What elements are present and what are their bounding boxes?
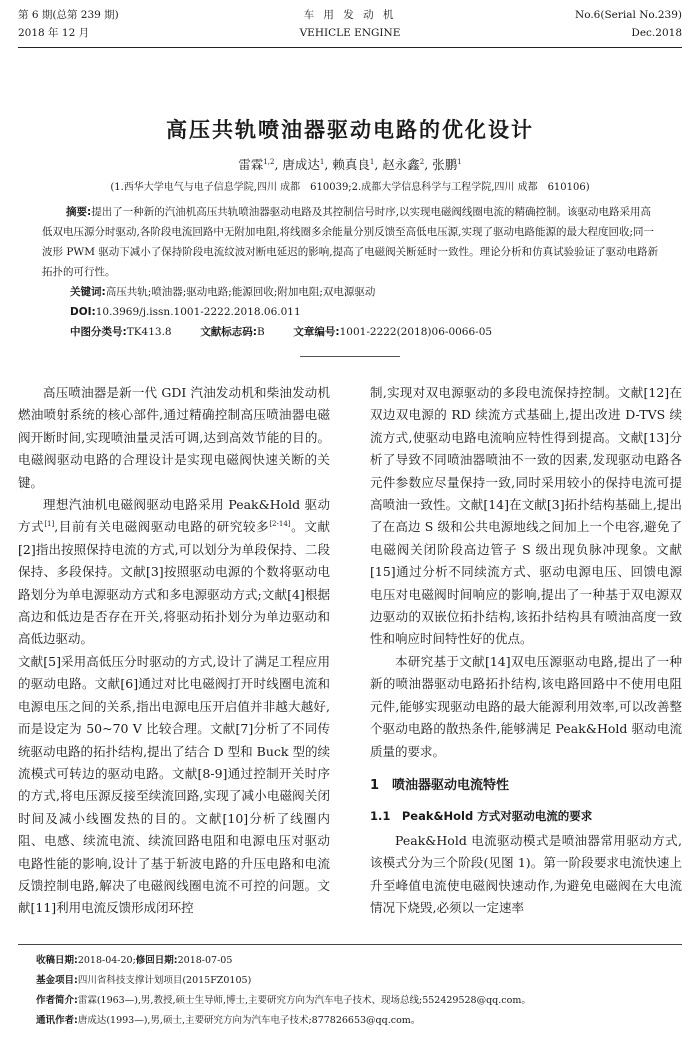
subsection-heading: 1.1 Peak&Hold 方式对驱动电流的要求 [370,809,593,824]
affiliation-mark: 1 [369,157,375,166]
author-bio-text: 雷霖(1963—),男,教授,硕士生导师,博士,主要研究方向为汽车电子技术、现场总线;552429528@qq.com。 [77,995,531,1006]
abstract-text: 提出了一种新的汽油机高压共轨喷油器驱动电路及其控制信号时序,以实现电磁阀线圈电流的精确控制。该驱动电路采用高低双电压源分时驱动,各阶段电流回路中无附加电阻,将线圈多余能量分别反馈至高低电压源,实现了驱动电路能源的最大程度回收;同一波形 PWM 驱动下减小了保持阶段电流纹波对断电延迟的影响,提高了电磁阀关断延时一致性。理论分析和仿真试验验证了驱动电路新拓扑的可行性。 [42,206,659,278]
author: 赖真良 [332,157,370,172]
author: 张鹏 [432,157,458,172]
citation: [2-14] [269,520,291,529]
issue-date-en: Dec.2018 [631,27,682,39]
funding-label: 基金项目: [36,975,78,986]
corresponding-author [36,1014,420,1028]
author: 雷霖 [238,157,264,172]
header-rule [18,47,682,48]
journal-name-en: VEHICLE ENGINE [299,27,401,39]
paragraph: 文献[5]采用高低压分时驱动的方式,设计了满足工程应用的驱动电路。文献[6]通过对比电磁阀打开时线圈电流和电源电压之间的关系,指出电源电压开启值并非越大越好,而是设定为 50~70 V 比较合理。文献[7]分析了不同传统驱动电路的拓扑结构,提出了结合 D 型和 Buck 型的续流模式可转边的驱动电路。文献[8-9]通过控制开关时序的方式,将电压源反接至续流回路,实现了减小电磁阀关闭时间及减小线圈发热的目的。文献[10]分析了线圈内阻、电感、续流电流、续流回路电阻和电源电压对驱动电路性能的影响,设计了基于斩波电路的升压电路和电流反馈控制电路,解决了电磁阀线圈电流不可控的问题。文献[11]利用电流反馈形成闭环控 [18,653,330,916]
affiliations: (1.西华大学电气与电子信息学院,四川 成都 610039;2.成都大学信息科学与工程学院,四川 成都 610106) [110,182,590,193]
corresponding-text: 唐成达(1993—),男,硕士,主要研究方向为汽车电子技术;877826653@qq.com。 [77,1015,421,1026]
keywords [70,284,375,300]
author-list: 雷霖$^{1,2}$, 唐成达$^1$, 赖真良$^1$, 赵永鑫$^2$, 张鹏$^1$ [238,157,462,172]
paragraph: Peak&Hold 电流驱动模式是喷油器常用驱动方式,该模式分为三个阶段(见图 1)。第一阶段要求电流快速上升至峰值电流使电磁阀快速动作,为避免电磁阀在大电流情况下烧毁,必须以一定速率 [370,832,682,915]
citation: [1] [44,520,55,529]
article-number: 1001-2222(2018)06-0066-05 [339,326,493,338]
revised-date: 2018-07-05 [177,955,233,966]
affiliation-mark: 1,2 [263,157,275,166]
article-number-label: 文章编号: [293,326,340,338]
author-bio [36,994,531,1008]
affiliation-mark: 1 [457,157,462,166]
paragraph-text: ,目前有关电磁阀驱动电路的研究较多 [54,519,270,535]
clc-label: 中图分类号: [70,326,127,338]
received-label: 收稿日期: [36,955,78,966]
author: 唐成达 [282,157,320,172]
author-bio-label: 作者简介: [36,995,78,1006]
paragraph-text: 。文献[2]指出按照保持电流的方式,可以划分为单段保持、二段保持、多段保持。文献[3]按照驱动电源的个数将驱动电路划分为单电源驱动方式和多电源驱动方式;文献[4]根据高边和低边是否存在开关,将驱动拓扑划分为单边驱动和高低边驱动。 [18,519,330,647]
keywords-label: 关键词: [70,286,106,298]
paragraph: 高压喷油器是新一代 GDI 汽油发动机和柴油发动机燃油喷射系统的核心部件,通过精确控制高压喷油器电磁阀开断时间,实现喷油量灵活可调,达到高效节能的目的。电磁阀驱动电路的合理设计是实现电磁阀快速关断的关键。 [18,385,330,490]
body-column-left [18,382,330,920]
received-dates [36,954,232,968]
abstract [42,202,660,282]
funding-text: 四川省科技支撑计划项目(2015FZ0105) [77,975,252,986]
funding [36,974,251,988]
author: 赵永鑫 [382,157,420,172]
classification-line [70,324,492,340]
revised-label: 修回日期: [135,955,178,966]
doc-code-label: 文献标志码: [200,326,258,338]
paragraph-text: 理想汽油机电磁阀驱动电路采用 Peak&Hold 驱动方式 [18,497,330,535]
abstract-label: 摘要: [66,206,92,218]
footnote-rule [18,944,682,945]
abstract-separator [300,356,400,357]
doi-label: DOI: [70,306,96,318]
doi [70,304,301,320]
issue-number: 第 6 期(总第 239 期) [18,9,119,21]
section-heading: 1 喷油器驱动电流特性 [370,777,510,793]
affiliation-mark: 1 [319,157,325,166]
issue-date: 2018 年 12 月 [18,27,90,39]
paragraph: 制,实现对双电源驱动的多段电流保持控制。文献[12]在双边双电源的 RD 续流方式基础上,提出改进 D-TVS 续流方式,使驱动电路电流响应特性得到提高。文献[13]分析了导致不同喷油器喷油不一致的因素,发现驱动电路各元件参数应尽量保持一致,同时采用较小的保持电流可提高喷油一致性。文献[14]在文献[3]拓扑结构基础上,提出了在高边 S 级和公共电源地线之间加上一个电容,避免了电磁阀关闭阶段高边管子 S 级出现负脉冲现象。文献[15]通过分析不同续流方式、驱动电源电压、回馈电源电压对电磁阀时间响应的影响,提出了一种基于双电源双边驱动的双嵌位拓扑结构,该拓扑结构具有喷油高度一致性和响应时间特性好的优点。 [370,385,682,647]
clc-code: TK413.8 [126,326,172,338]
affiliation-mark: 2 [419,157,425,166]
body-column-right [370,382,682,919]
journal-name-cn: 车 用 发 动 机 [303,9,397,21]
doi-link[interactable]: 10.3969/j.issn.1001-2222.2018.06.011 [95,306,301,318]
received-date: 2018-04-20; [77,955,136,966]
paper-title: 高压共轨喷油器驱动电路的优化设计 [166,118,534,142]
issue-number-en: No.6(Serial No.239) [575,9,682,21]
corresponding-label: 通讯作者: [36,1015,78,1026]
keywords-text: 高压共轨;喷油器;驱动电路;能源回收;附加电阻;双电源驱动 [105,286,376,298]
doc-code: B [257,326,265,338]
paragraph [18,494,330,651]
paragraph: 本研究基于文献[14]双电压源驱动电路,提出了一种新的喷油器驱动电路拓扑结构,该电路回路中不使用电阻元件,能够实现驱动电路的最大能源利用效率,可以改善整个驱动电路的散热条件,能够满足 Peak&Hold 驱动电流质量的要求。 [370,653,682,759]
